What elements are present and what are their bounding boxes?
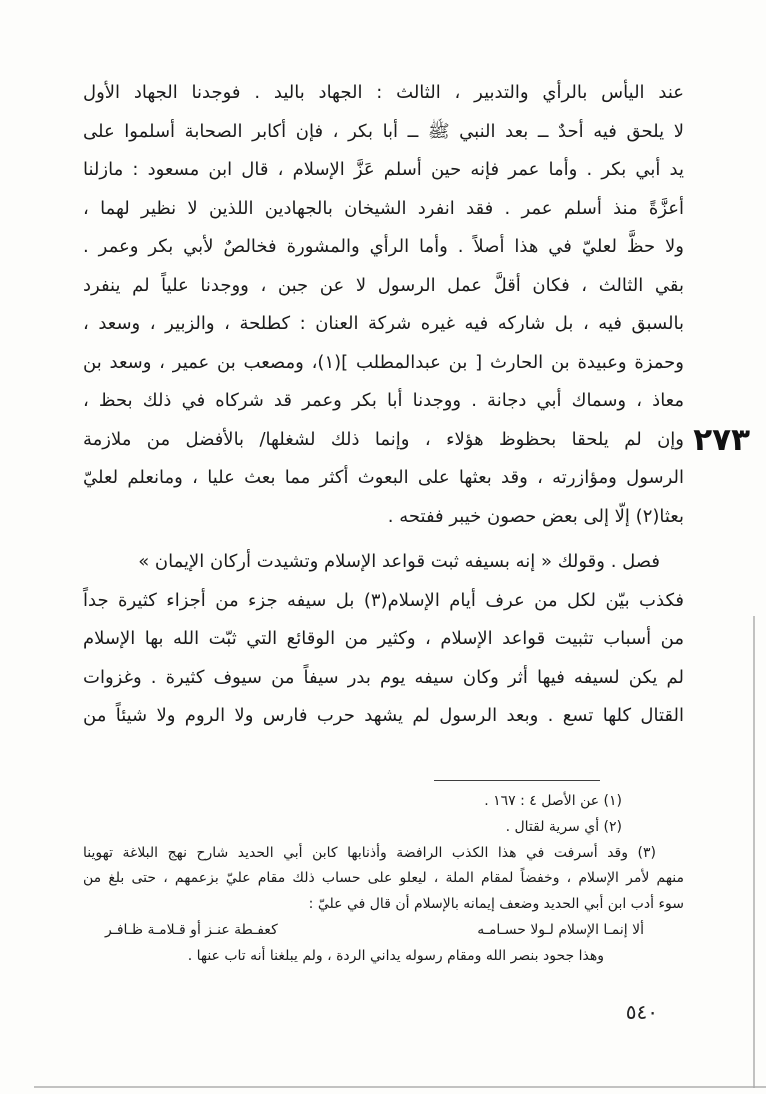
body-line: أعزَّةً منذ أسلم عمر . فقد انفرد الشيخان بالجهادين اللذين لا نظير لهما ، <box>83 197 684 219</box>
body-line: لا يلحق فيه أحدٌ ــ بعد النبي ﷺ ــ أبا بكر ، فإن أكابر الصحابة أسلموا على <box>83 120 684 142</box>
scan-edge-artifact-bottom <box>34 1086 766 1088</box>
body-line: من أسباب تثبيت قواعد الإسلام ، وكثير من الوقائع التي ثبّت الله بها الإسلام <box>83 628 684 649</box>
body-line: القتال كلها تسع . وبعد الرسول لم يشهد حرب فارس ولا الروم ولا شيئاً من <box>83 705 684 726</box>
page-number: ٥٤٠ <box>625 1000 658 1024</box>
footnote-separator <box>434 780 600 781</box>
scan-edge-artifact-right <box>753 616 755 1088</box>
body-line: وإن لم يلحقا بحظوظ هؤلاء ، وإنما ذلك لشغلها/ بالأفضل من ملازمة <box>83 428 684 450</box>
body-line: معاذ ، وسماك أبي دجانة . ووجدنا أبا بكر وعمر قد شركاه في ذلك بحظ ، <box>83 390 684 411</box>
footnote-line: (١) عن الأصل ٤ : ١٦٧ . <box>484 793 622 809</box>
body-line: وحمزة وعبيدة بن الحارث [ بن عبدالمطلب ](١)، ومصعب بن عمير ، وسعد بن <box>83 351 684 373</box>
margin-marker: ٢٧٣ <box>693 422 750 458</box>
body-line: فصل . وقولك « إنه بسيفه ثبت قواعد الإسلام وتشيدت أركان الإيمان » <box>138 551 660 572</box>
footnotes-block <box>83 789 684 970</box>
body-line: بالسبق فيه ، بل شاركه فيه غيره شركة العنان : كطلحة ، والزبير ، وسعد ، <box>83 313 684 334</box>
footnote-line: وهذا جحود بنصر الله ومقام رسوله يداني الردة ، ولم يبلغنا أنه تاب عنها . <box>187 947 604 964</box>
verse-hemistich-1: ألا إنمـا الإسلام لـولا حسـامـه <box>477 921 644 938</box>
verse-line <box>83 918 684 944</box>
body-line: فكذب بيّن لكل من عرف أيام الإسلام(٣) بل سيفه جزء من أجزاء كثيرة جداً <box>83 589 685 611</box>
footnote-line: سوء أدب ابن أبي الحديد وضعف إيمانه بالإسلام أن قال في عليّ : <box>308 896 684 913</box>
body-line: عند اليأس بالرأي والتدبير ، الثالث : الجهاد باليد . فوجدنا الجهاد الأول <box>83 82 684 103</box>
body-line: ولا حظَّ لعليّ في هذا أصلاً . وأما الرأي والمشورة فخالصٌ لأبي بكر وعمر . <box>83 236 684 257</box>
body-line: الرسول ومؤازرته ، وقد بعثها على البعوث أكثر مما بعث عليا ، ومانعلم لعليّ <box>83 467 684 488</box>
footnote-line: (٣) وقد أسرفت في هذا الكذب الرافضة وأذنابها كابن أبي الحديد شارح نهج البلاغة تهوينا <box>83 844 656 861</box>
body-line: بعثا(٢) إلّا إلى بعض حصون خيبر ففتحه . <box>387 505 684 527</box>
body-line: يد أبي بكر . وأما عمر فإنه حين أسلم عَزَّ الإسلام ، قال ابن مسعود : مازلنا <box>83 159 684 180</box>
body-line: بقي الثالث ، فكان أقلَّ عمل الرسول لا عن جبن ، ووجدنا علياً لم ينفرد <box>83 274 684 296</box>
verse-hemistich-2: كعفـطة عنـز أو قـلامـة ظـافـر <box>105 921 278 938</box>
body-line: لم يكن لسيفه فيها أثر وكان سيفه يوم بدر سيفاً من سيوف كثيرة . وغزوات <box>83 666 684 688</box>
footnote-line: (٢) أي سرية لقتال . <box>505 818 622 835</box>
footnote-line: منهم لأمر الإسلام ، وخفضاً لمقام الملة ، ليعلو على حساب ذلك مقام عليّ بزعمهم ، حتى بلغ من <box>83 870 684 887</box>
main-text-block <box>83 74 684 736</box>
